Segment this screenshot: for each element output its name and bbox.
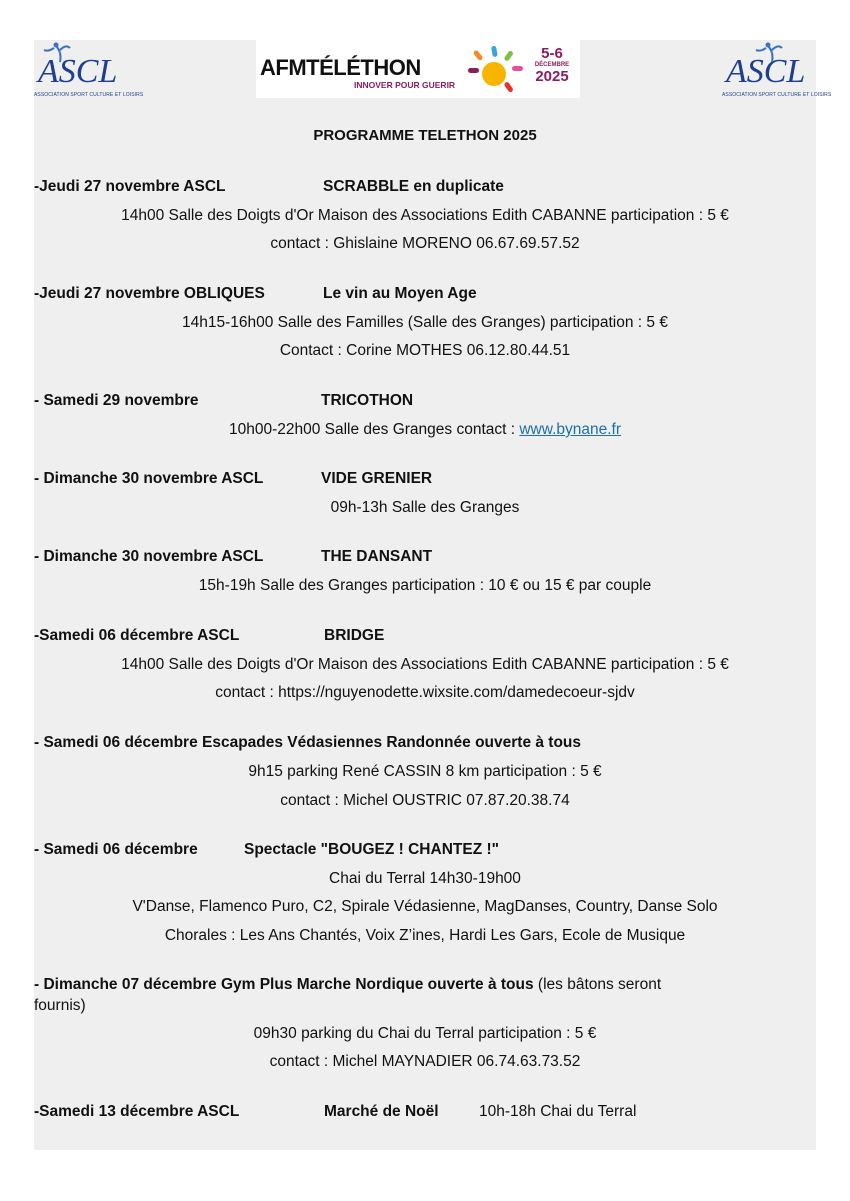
event-detail-line: Chorales : Les Ans Chantés, Voix Z’ines, Hardi Les Gars, Ecole de Musique: [164, 927, 686, 944]
telethon-logo: [256, 40, 580, 98]
event-heading: - Samedi 06 décembre Escapades Védasiennes Randonnée ouverte à tous: [34, 734, 582, 751]
event-heading-title: Le vin au Moyen Age: [323, 285, 477, 302]
ascl-logo-left: [34, 40, 144, 100]
event-detail-line: [34, 420, 816, 440]
event-contact-line: Contact : Corine MOTHES 06.12.80.44.51: [279, 342, 571, 359]
event-contact-line: contact : Ghislaine MORENO 06.67.69.57.52: [270, 235, 580, 252]
telethon-month: DÉCEMBRE: [534, 62, 570, 68]
event-detail-text: 10h00-22h00 Salle des Granges contact :: [228, 421, 520, 438]
event-heading-title: TRICOTHON: [321, 392, 414, 409]
event-heading-title: SCRABBLE en duplicate: [323, 178, 504, 195]
event-contact-line: contact : Michel MAYNADIER 06.74.63.73.52: [269, 1053, 581, 1070]
event-heading-bold: - Dimanche 07 décembre Gym Plus Marche Nordique ouverte à tous: [34, 976, 534, 993]
telethon-dates: [526, 46, 578, 84]
event-heading: [34, 975, 661, 995]
event-heading-date: -Samedi 06 décembre ASCL: [34, 627, 240, 644]
event-detail-line: 15h-19h Salle des Granges participation : 10 € ou 15 € par couple: [198, 577, 652, 594]
event-heading-date: - Samedi 06 décembre: [34, 841, 198, 858]
event-detail-line: Chai du Terral 14h30-19h00: [329, 870, 521, 887]
telethon-year: 2025: [535, 68, 569, 85]
website-link[interactable]: www.bynane.fr: [519, 421, 622, 438]
event-heading-title: THE DANSANT: [321, 548, 433, 565]
event-heading-date: - Dimanche 30 novembre ASCL: [34, 470, 264, 487]
event-detail-line: 09h-13h Salle des Granges: [330, 499, 520, 516]
event-heading-title: BRIDGE: [324, 627, 385, 644]
event-heading-title: VIDE GRENIER: [321, 470, 433, 487]
event-detail-line: 10h-18h Chai du Terral: [479, 1103, 637, 1120]
event-contact-line: contact : https://nguyenodette.wixsite.com/damedecoeur-sjdv: [215, 684, 635, 701]
ascl-dancer-icon: [722, 40, 812, 92]
ascl-dancer-icon: [34, 40, 124, 92]
event-heading-title: Spectacle "BOUGEZ ! CHANTEZ !": [244, 841, 499, 858]
event-heading-date: -Jeudi 27 novembre ASCL: [34, 178, 226, 195]
event-heading-date: -Jeudi 27 novembre OBLIQUES: [34, 285, 265, 302]
sun-icon: [468, 44, 524, 96]
ascl-tagline: ASSOCIATION SPORT CULTURE ET LOISIRS: [34, 92, 144, 98]
telethon-tagline: INNOVER POUR GUERIR: [354, 80, 456, 90]
telethon-brand: AFMTÉLÉTHON: [260, 55, 421, 80]
event-heading-date: -Samedi 13 décembre ASCL: [34, 1103, 240, 1120]
event-detail-line: 14h00 Salle des Doigts d'Or Maison des Associations Edith CABANNE participation : 5 €: [121, 656, 729, 673]
page-title: PROGRAMME TELETHON 2025: [313, 127, 537, 144]
event-detail-line: 14h15-16h00 Salle des Familles (Salle des Granges) participation : 5 €: [182, 314, 668, 331]
event-heading-date: - Samedi 29 novembre: [34, 392, 199, 409]
event-heading-continuation: fournis): [34, 997, 86, 1014]
telethon-days: 5-6: [541, 45, 563, 62]
event-heading-date: - Dimanche 30 novembre ASCL: [34, 548, 264, 565]
event-heading-title: Marché de Noël: [324, 1103, 439, 1120]
ascl-tagline: ASSOCIATION SPORT CULTURE ET LOISIRS: [722, 92, 832, 98]
ascl-logo-text: ASCL: [38, 53, 118, 90]
event-detail-line: 14h00 Salle des Doigts d'Or Maison des Associations Edith CABANNE participation : 5 €: [121, 207, 729, 224]
event-contact-line: contact : Michel OUSTRIC 07.87.20.38.74: [280, 792, 570, 809]
event-detail-line: 09h30 parking du Chai du Terral participation : 5 €: [253, 1025, 597, 1042]
ascl-logo-right: [722, 40, 832, 100]
ascl-logo-text: ASCL: [726, 53, 806, 90]
event-detail-line: V'Danse, Flamenco Puro, C2, Spirale Védasienne, MagDanses, Country, Danse Solo: [132, 898, 718, 915]
event-heading-note: (les bâtons seront: [533, 976, 662, 993]
event-detail-line: 9h15 parking René CASSIN 8 km participation : 5 €: [248, 763, 602, 780]
